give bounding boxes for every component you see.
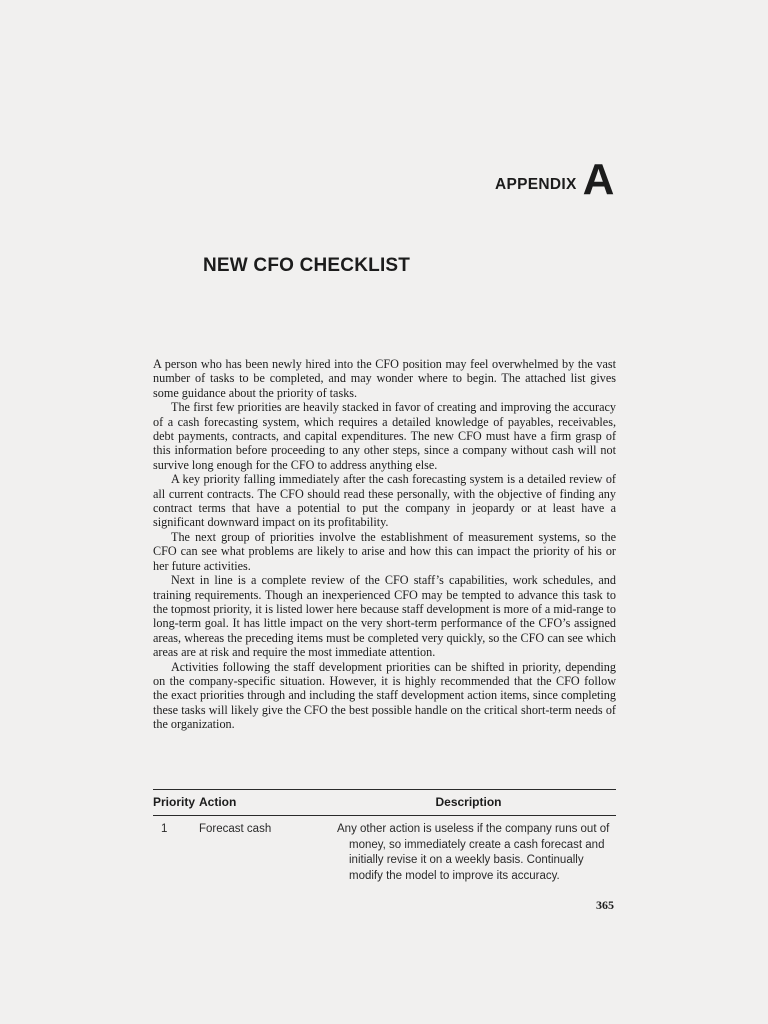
header-description: Description xyxy=(321,790,616,816)
row-priority: 1 xyxy=(161,823,168,835)
paragraph: Next in line is a complete review of the CFO staff’s capabilities, work schedules, and training requirements. Though an inexperienced CFO may be tempted to advance this task to the topmost priority, it is listed lower here because staff development is more of a mid-range to long-term goal. It has little impact on the very short-term performance of the CFO’s assigned areas, whereas the preceding items must be completed very quickly, so the CFO can see which areas are at risk and require the most immediate attention. xyxy=(153,573,616,660)
row-action: Forecast cash xyxy=(199,823,272,835)
page-number: 365 xyxy=(596,898,614,912)
row-description: Any other action is useless if the company runs out of money, so immediately create a cash forecast and initially revise it on a weekly basis. Continually modify the model to improve its accuracy. xyxy=(337,823,610,882)
table-row xyxy=(153,816,616,885)
paragraph: The first few priorities are heavily stacked in favor of creating and improving the accuracy of a cash forecasting system, which requires a detailed knowledge of payables, receivables, debt payments, contracts, and capital expenditures. The new CFO must have a firm grasp of this information before proceeding to any other steps, since a company without cash will not survive long enough for the CFO to address anything else. xyxy=(153,400,616,472)
header-priority: Priority xyxy=(153,790,199,816)
paragraph: A key priority falling immediately after the cash forecasting system is a detailed review of all current contracts. The CFO should read these personally, with the objective of finding any contract terms that have a potential to put the company in jeopardy or at least have a significant downward impact on its profitability. xyxy=(153,472,616,530)
appendix-letter: A xyxy=(582,155,615,204)
paragraph: A person who has been newly hired into the CFO position may feel overwhelmed by the vast number of tasks to be completed, and may wonder where to begin. The attached list gives some guidance about the priority of tasks. xyxy=(153,357,616,400)
header-action: Action xyxy=(199,790,321,816)
checklist-table xyxy=(153,789,616,884)
appendix-label: APPENDIX xyxy=(495,176,577,193)
appendix-heading xyxy=(495,155,615,204)
chapter-title: NEW CFO CHECKLIST xyxy=(203,255,411,276)
body-text xyxy=(153,357,616,732)
paragraph: The next group of priorities involve the establishment of measurement systems, so the CFO can see what problems are likely to arise and how this can impact the priority of his or her future activities. xyxy=(153,529,616,573)
paragraph: Activities following the staff development priorities can be shifted in priority, depending on the company-specific situation. However, it is highly recommended that the CFO follow the exact priorities through and including the staff development action items, since completing these tasks will likely give the CFO the best possible handle on the critical short-term needs of the organization. xyxy=(153,659,616,732)
table-header-row xyxy=(153,790,616,816)
